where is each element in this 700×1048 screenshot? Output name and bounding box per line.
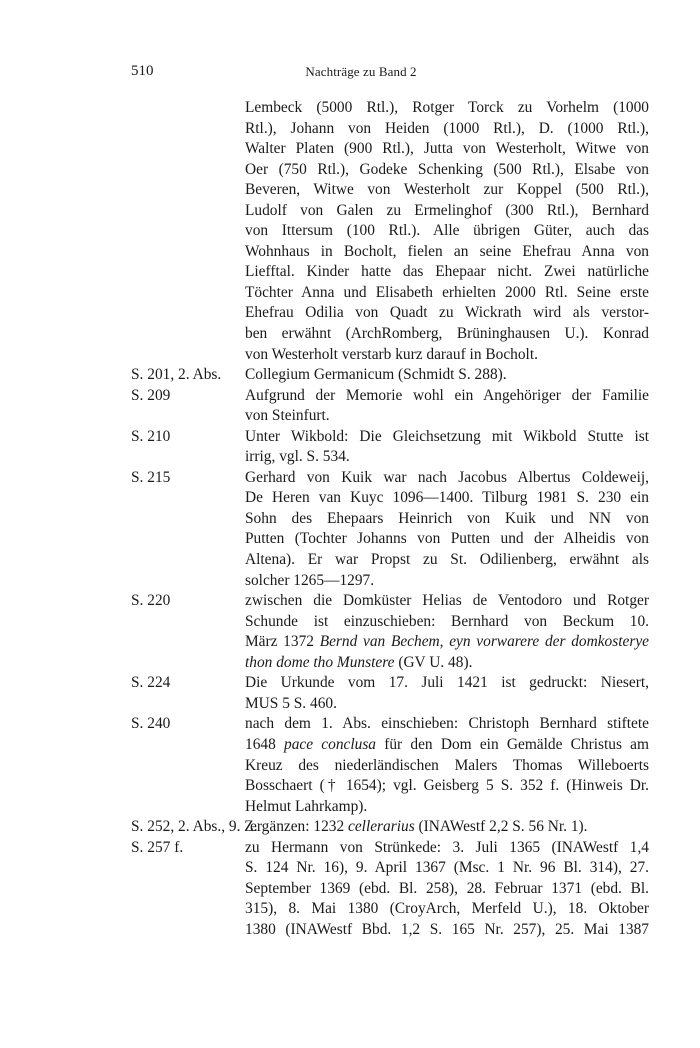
page-reference: S. 220: [131, 592, 171, 610]
quoted-source-text: Bernd van Bechem, eyn vorwarere der domkosterye: [319, 633, 649, 651]
text-line: 315), 8. Mai 1380 (CroyArch, Merfeld U.), 18. Oktober: [245, 900, 649, 918]
text-line: irrig, vgl. S. 534.: [245, 448, 350, 466]
text-fragment: ergänzen: 1232: [250, 818, 349, 836]
text-fragment: März 1372: [245, 633, 320, 651]
text-line: Altena). Er war Propst zu St. Odilienberg, erwähnt als: [245, 551, 649, 569]
addendum-entry: [0, 673, 700, 714]
text-line: Collegium Germanicum (Schmidt S. 288).: [245, 366, 507, 384]
text-line: zu Hermann von Strünkede: 3. Juli 1365 (INAWestf 1,4: [245, 838, 649, 856]
page-reference: S. 215: [131, 468, 171, 486]
text-line: MUS 5 S. 460.: [245, 694, 337, 712]
text-line: [250, 817, 649, 838]
text-line: solcher 1265—1297.: [245, 571, 375, 589]
text-line: Wohnhaus in Bocholt, fielen an seine Ehefrau Anna von: [245, 242, 649, 260]
addendum-entry: [0, 714, 700, 817]
text-line: Lembeck (5000 Rtl.), Rotger Torck zu Vorhelm (1000: [245, 99, 649, 116]
text-line: Ludolf von Galen zu Ermelinghof (300 Rtl.), Bernhard: [245, 201, 649, 219]
text-line: Rtl.), Johann von Heiden (1000 Rtl.), D. (1000 Rtl.),: [245, 119, 649, 137]
page-body: [0, 98, 700, 940]
page-number: 510: [131, 63, 154, 79]
page-reference: S. 209: [131, 386, 171, 404]
text-line: von Westerholt verstarb kurz darauf in Bocholt.: [245, 345, 538, 363]
text-fragment: (GV U. 48).: [394, 653, 473, 671]
text-line: von Steinfurt.: [245, 407, 330, 425]
addendum-entry: [0, 468, 700, 591]
addendum-entry: [0, 591, 700, 673]
text-line: Beveren, Witwe von Westerholt zur Koppel (500 Rtl.),: [245, 181, 649, 199]
text-line: Töchter Anna und Elisabeth erhielten 2000 Rtl. Seine erste: [245, 283, 649, 301]
text-fragment: 1648: [245, 735, 285, 753]
text-line: ben erwähnt (ArchRomberg, Brüninghausen U.). Konrad: [245, 325, 649, 343]
text-fragment: für den Dom ein Gemälde Christus am: [384, 735, 649, 753]
continuation-paragraph: [0, 98, 700, 365]
text-line: [245, 632, 649, 653]
text-line: September 1369 (ebd. Bl. 258), 28. Februar 1371 (ebd. Bl.: [245, 879, 649, 897]
addendum-entry: [0, 817, 700, 838]
page-reference: S. 210: [131, 427, 171, 445]
text-line: Oer (750 Rtl.), Godeke Schenking (500 Rtl.), Elsabe von: [245, 160, 649, 178]
page-reference: S. 224: [131, 674, 171, 692]
text-line: nach dem 1. Abs. einschieben: Christoph Bernhard stiftete: [245, 715, 649, 733]
addendum-entry: [0, 386, 700, 427]
text-line: Sohn des Ehepaars Heinrich von Kuik und NN von: [245, 509, 649, 527]
text-line: Ehefrau Odilia von Quadt zu Wickrath wird als verstor-: [245, 304, 649, 322]
text-line: De Heren van Kuyc 1096—1400. Tilburg 1981 S. 230 ein: [245, 489, 649, 507]
page-reference: S. 257 f.: [131, 838, 184, 856]
text-line: [245, 735, 649, 756]
text-line: Bosschaert († 1654); vgl. Geisberg 5 S. 352 f. (Hinweis Dr.: [245, 777, 649, 795]
addendum-entry: [0, 365, 700, 386]
text-line: Liefftal. Kinder hatte das Ehepaar nicht. Zwei natürliche: [245, 263, 649, 281]
page-reference: S. 240: [131, 715, 171, 733]
text-line: zwischen die Domküster Helias de Ventodoro und Rotger: [245, 592, 649, 610]
text-line: Putten (Tochter Johanns von Putten und der Alheidis von: [245, 530, 649, 548]
addendum-entry: [0, 427, 700, 468]
text-line: [245, 653, 649, 674]
text-line: von Ittersum (100 Rtl.). Alle übrigen Güter, auch das: [245, 222, 649, 240]
text-line: S. 124 Nr. 16), 9. April 1367 (Msc. 1 Nr. 96 Bl. 314), 27.: [245, 859, 649, 877]
text-line: 1380 (INAWestf Bbd. 1,2 S. 165 Nr. 257), 25. Mai 1387: [245, 920, 649, 938]
page-reference: S. 252, 2. Abs., 9. Z.: [131, 818, 258, 836]
text-line: Die Urkunde vom 17. Juli 1421 ist gedruckt: Niesert,: [245, 674, 649, 692]
latin-term: cellerarius: [348, 818, 415, 836]
text-line: Walter Platen (900 Rtl.), Jutta von Westerholt, Witwe von: [245, 140, 649, 158]
quoted-source-text: thon dome tho Munstere: [245, 653, 395, 671]
text-line: Helmut Lahrkamp).: [245, 797, 368, 815]
page-reference: S. 201, 2. Abs.: [131, 366, 222, 384]
text-line: Schunde ist einzuschieben: Bernhard von Beckum 10.: [245, 612, 649, 630]
addendum-entry: [0, 838, 700, 941]
text-line: Aufgrund der Memorie wohl ein Angehöriger der Familie: [245, 386, 649, 404]
text-line: Gerhard von Kuik war nach Jacobus Albertus Coldeweij,: [245, 468, 649, 486]
text-fragment: (INAWestf 2,2 S. 56 Nr. 1).: [414, 818, 588, 836]
running-head: [0, 64, 700, 80]
text-line: Kreuz des niederländischen Malers Thomas Willeboerts: [245, 756, 649, 774]
page-header: [0, 63, 700, 83]
text-line: Unter Wikbold: Die Gleichsetzung mit Wikbold Stutte ist: [245, 427, 649, 445]
latin-term: pace conclusa: [284, 735, 376, 753]
running-title: Nachträge zu Band 2: [305, 64, 417, 79]
